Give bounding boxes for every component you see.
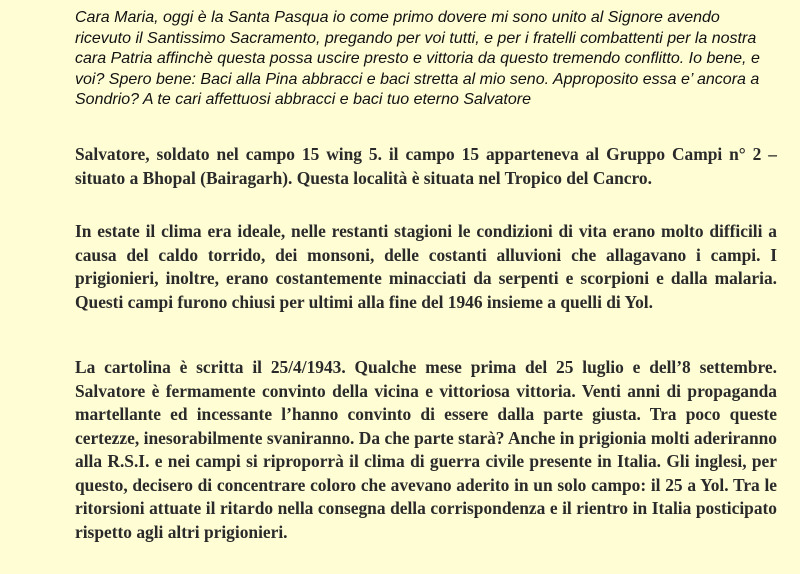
paragraph-climate: In estate il clima era ideale, nelle restanti stagioni le condizioni di vita erano molto difficili a causa del caldo torrido, dei monsoni, delle costanti alluvioni che allagavano i campi. I prigionieri, inoltre, erano costantemente minacciati da serpenti e scorpioni e dalla malaria. Questi campi furono chiusi per ultimi alla fine del 1946 insieme a quelli di Yol. <box>75 221 777 312</box>
paragraph-postcard-context: La cartolina è scritta il 25/4/1943. Qualche mese prima del 25 luglio e dell’8 settembre. Salvatore è fermamente convinto della vicina e vittoriosa vittoria. Venti anni di propaganda martellante ed incessante l’hanno convinto di essere dalla parte giusta. Tra poco queste certezze, inesorabilmente svaniranno. Da che parte starà? Anche in prigionia molti aderiranno alla R.S.I. e nei campi si riproporrà il clima di guerra civile presente in Italia. Gli inglesi, per questo, decisero di concentrare coloro che avevano aderito in un solo campo: il 25 a Yol. Tra le ritorsioni attuate il ritardo nella consegna della corrispondenza e il rientro in Italia posticipato rispetto agli altri prigionieri. <box>75 357 777 542</box>
paragraph-camp-location: Salvatore, soldato nel campo 15 wing 5. il campo 15 apparteneva al Gruppo Campi n° 2 – situato a Bhopal (Bairagarh). Questa località è situata nel Tropico del Cancro. <box>75 144 777 188</box>
letter-quote: Cara Maria, oggi è la Santa Pasqua io come primo dovere mi sono unito al Signore avendo ricevuto il Santissimo Sacramento, pregando per voi tutti, e per i fratelli combattenti per la nostra cara Patria affinchè questa possa uscire presto e vittoria da questo tremendo conflitto. Io bene, e voi? Spero bene: Baci alla Pina abbracci e baci stretta al mio seno. Approposito essa e’ ancora a Sondrio? A te cari affettuosi abbracci e baci tuo eterno Salvatore <box>75 9 760 109</box>
